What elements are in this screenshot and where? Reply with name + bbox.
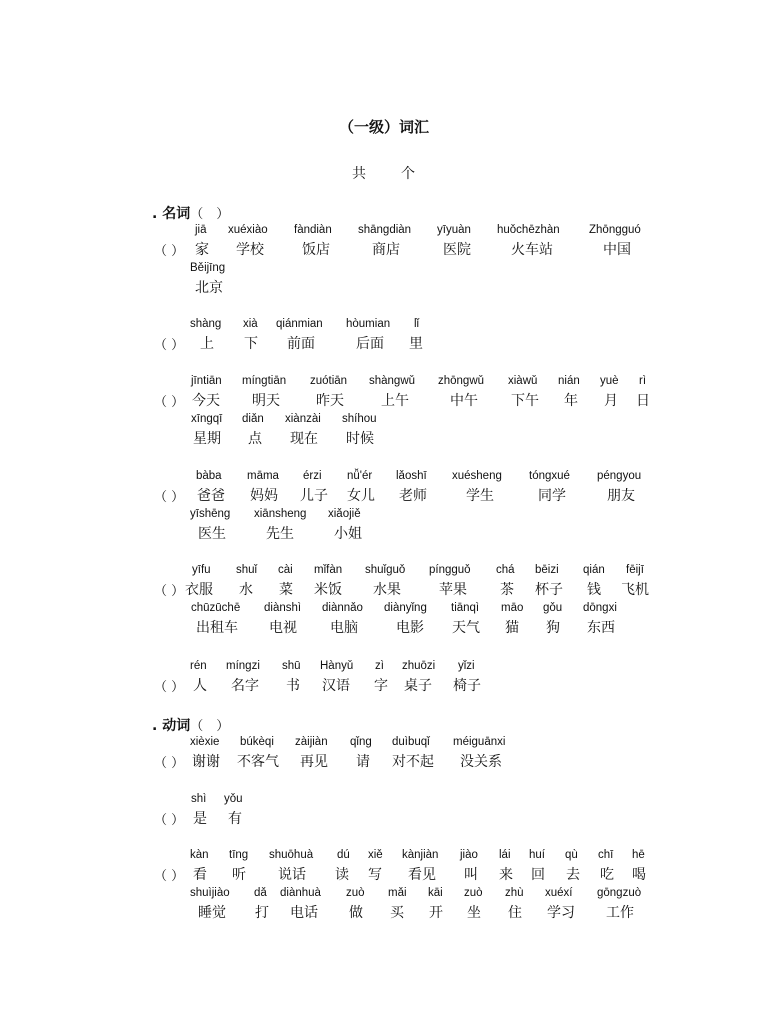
hanzi: 时候 [346, 431, 374, 447]
hanzi: 现在 [290, 431, 318, 447]
page-title: （一级）词汇 [338, 118, 429, 136]
pinyin: nián [558, 375, 580, 387]
pinyin: shàngwǔ [369, 375, 416, 387]
pinyin: bēizi [535, 564, 559, 576]
hanzi: 中午 [450, 393, 478, 409]
pinyin: lǐ [414, 318, 420, 330]
hanzi: 飞机 [621, 582, 649, 598]
pinyin: huí [529, 849, 545, 861]
hanzi: 朋友 [607, 488, 635, 504]
pinyin: xièxie [190, 736, 220, 748]
pinyin: diǎn [242, 413, 264, 425]
pinyin: yīshēng [190, 508, 231, 520]
group-marker: （ ） [154, 869, 185, 884]
hanzi: 住 [508, 905, 522, 921]
hanzi: 听 [232, 867, 246, 883]
pinyin: Hànyǔ [320, 660, 354, 672]
hanzi: 谢谢 [192, 754, 220, 770]
pinyin: chūzūchē [191, 602, 241, 614]
hanzi: 做 [349, 905, 363, 921]
pinyin: zuótiān [310, 375, 348, 387]
hanzi: 没关系 [460, 754, 502, 770]
hanzi: 钱 [587, 582, 601, 598]
group-marker: （ ） [154, 395, 185, 410]
hanzi: 先生 [266, 526, 294, 542]
pinyin: mǎi [388, 887, 407, 899]
hanzi: 回 [531, 867, 545, 883]
hanzi: 前面 [287, 336, 315, 352]
hanzi: 汉语 [322, 678, 350, 694]
hanzi: 打 [255, 905, 269, 921]
pinyin: yǐzi [458, 660, 475, 672]
pinyin: xiě [368, 849, 383, 861]
pinyin: tóngxué [529, 470, 570, 482]
hanzi: 叫 [464, 867, 478, 883]
pinyin: cài [278, 564, 293, 576]
hanzi: 买 [390, 905, 404, 921]
pinyin: kànjiàn [402, 849, 439, 861]
group-marker: （ ） [154, 756, 185, 771]
hanzi: 电话 [290, 905, 318, 921]
pinyin: lái [499, 849, 511, 861]
pinyin: zàijiàn [295, 736, 328, 748]
pinyin: zì [375, 660, 384, 672]
hanzi: 苹果 [439, 582, 467, 598]
hanzi: 女儿 [347, 488, 375, 504]
group-marker: （ ） [154, 584, 185, 599]
hanzi: 茶 [500, 582, 514, 598]
pinyin: diànhuà [280, 887, 321, 899]
pinyin: diànnǎo [322, 602, 363, 614]
hanzi: 椅子 [453, 678, 481, 694]
hanzi: 睡觉 [198, 905, 226, 921]
hanzi: 字 [374, 678, 388, 694]
section-blank: （ ） [190, 719, 230, 734]
pinyin: hē [632, 849, 645, 861]
group-marker: （ ） [154, 338, 185, 353]
pinyin: shuìjiào [190, 887, 230, 899]
pinyin: shuōhuà [269, 849, 314, 861]
hanzi: 星期 [193, 431, 221, 447]
hanzi: 明天 [252, 393, 280, 409]
pinyin: qiánmian [276, 318, 323, 330]
pinyin: xīngqī [191, 413, 223, 425]
hanzi: 医生 [198, 526, 226, 542]
pinyin: gǒu [543, 602, 563, 614]
hanzi: 有 [228, 811, 242, 827]
hanzi: 再见 [300, 754, 328, 770]
hanzi: 不客气 [237, 754, 279, 770]
hanzi: 电影 [396, 620, 424, 636]
pinyin: xià [243, 318, 258, 330]
hanzi: 米饭 [314, 582, 342, 598]
hanzi: 名字 [231, 678, 259, 694]
pinyin: xiānsheng [254, 508, 307, 520]
section-label: 动词 [162, 718, 191, 734]
pinyin: tiānqì [451, 602, 480, 614]
hanzi: 年 [564, 393, 578, 409]
hanzi: 电视 [269, 620, 297, 636]
hanzi: 人 [193, 678, 207, 694]
pinyin: jiā [195, 224, 207, 236]
pinyin: chī [598, 849, 614, 861]
hanzi: 学习 [547, 905, 575, 921]
section-label: 名词 [162, 206, 191, 222]
pinyin: qián [583, 564, 605, 576]
hanzi: 里 [409, 336, 423, 352]
hanzi: 小姐 [334, 526, 362, 542]
pinyin: Zhōngguó [589, 224, 641, 236]
hanzi: 来 [499, 867, 513, 883]
hanzi: 天气 [452, 620, 480, 636]
pinyin: zuò [464, 887, 483, 899]
count-label-left: 共 [352, 166, 366, 182]
pinyin: zhōngwǔ [438, 375, 485, 387]
hanzi: 书 [286, 678, 300, 694]
hanzi: 北京 [195, 280, 223, 296]
pinyin: gōngzuò [597, 887, 642, 899]
pinyin: péngyou [597, 470, 642, 482]
hanzi: 下午 [511, 393, 539, 409]
pinyin: píngguǒ [429, 564, 471, 576]
pinyin: érzi [303, 470, 322, 482]
pinyin: kàn [190, 849, 209, 861]
pinyin: zhuōzi [402, 660, 436, 672]
hanzi: 请 [356, 754, 370, 770]
hanzi: 商店 [372, 242, 400, 258]
pinyin: dú [337, 849, 350, 861]
hanzi: 看 [193, 867, 207, 883]
pinyin: hòumian [346, 318, 391, 330]
pinyin: diànshì [264, 602, 302, 614]
group-marker: （ ） [154, 813, 185, 828]
pinyin: māma [247, 470, 279, 482]
hanzi: 写 [368, 867, 382, 883]
hanzi: 儿子 [300, 488, 328, 504]
hanzi: 中国 [603, 242, 631, 258]
hanzi: 后面 [356, 336, 384, 352]
pinyin: yīyuàn [437, 224, 471, 236]
pinyin: mǐfàn [314, 564, 343, 576]
hanzi: 工作 [606, 905, 634, 921]
pinyin: xuéxí [545, 887, 573, 899]
pinyin: rén [190, 660, 207, 672]
pinyin: jīntiān [191, 375, 222, 387]
pinyin: kāi [428, 887, 443, 899]
pinyin: shū [282, 660, 301, 672]
hanzi: 下 [244, 336, 258, 352]
pinyin: huǒchēzhàn [497, 224, 560, 236]
hanzi: 出租车 [196, 620, 238, 636]
pinyin: rì [639, 375, 647, 387]
hanzi: 读 [335, 867, 349, 883]
hanzi: 去 [566, 867, 580, 883]
hanzi: 电脑 [330, 620, 358, 636]
hanzi: 看见 [408, 867, 436, 883]
hanzi: 饭店 [302, 242, 330, 258]
hanzi: 是 [193, 811, 207, 827]
hanzi: 昨天 [316, 393, 344, 409]
pinyin: duìbuqǐ [392, 736, 430, 748]
pinyin: diànyǐng [384, 602, 427, 614]
pinyin: yīfu [192, 564, 211, 576]
hanzi: 喝 [632, 867, 646, 883]
group-marker: （ ） [154, 490, 185, 505]
pinyin: shuǐguǒ [365, 564, 406, 576]
pinyin: qǐng [350, 736, 372, 748]
hanzi: 水 [239, 582, 253, 598]
hanzi: 点 [248, 431, 262, 447]
section-verbs-heading [152, 715, 229, 735]
pinyin: fēijī [626, 564, 644, 576]
group-marker: （ ） [154, 680, 185, 695]
hanzi: 火车站 [511, 242, 553, 258]
pinyin: tīng [229, 849, 249, 861]
pinyin: qù [565, 849, 578, 861]
hanzi: 桌子 [404, 678, 432, 694]
pinyin: chá [496, 564, 515, 576]
pinyin: māo [501, 602, 524, 614]
hanzi: 说话 [278, 867, 306, 883]
pinyin: shì [191, 793, 207, 805]
hanzi: 衣服 [185, 582, 213, 598]
hanzi: 狗 [546, 620, 560, 636]
hanzi: 上午 [381, 393, 409, 409]
pinyin: dōngxi [583, 602, 617, 614]
pinyin: méiguānxi [453, 736, 506, 748]
pinyin: jiào [460, 849, 478, 861]
pinyin: xiànzài [285, 413, 321, 425]
pinyin: shàng [190, 318, 222, 330]
hanzi: 杯子 [535, 582, 563, 598]
hanzi: 老师 [399, 488, 427, 504]
section-number: . [152, 206, 158, 222]
pinyin: yuè [600, 375, 619, 387]
pinyin: míngtiān [242, 375, 287, 387]
hanzi: 对不起 [392, 754, 434, 770]
hanzi: 学校 [236, 242, 264, 258]
hanzi: 菜 [279, 582, 293, 598]
hanzi: 学生 [466, 488, 494, 504]
hanzi: 月 [604, 393, 618, 409]
pinyin: míngzi [226, 660, 260, 672]
hanzi: 家 [195, 242, 209, 258]
hanzi: 日 [636, 393, 650, 409]
pinyin: dǎ [254, 887, 267, 899]
group-marker: （ ） [154, 244, 185, 259]
pinyin: zuò [346, 887, 365, 899]
pinyin: shuǐ [236, 564, 258, 576]
hanzi: 爸爸 [197, 488, 225, 504]
count-label-right: 个 [401, 166, 415, 182]
pinyin: fàndiàn [294, 224, 332, 236]
pinyin: xiàwǔ [508, 375, 538, 387]
section-blank: （ ） [190, 207, 230, 222]
pinyin: shíhou [342, 413, 377, 425]
pinyin: nǚ'ér [347, 470, 373, 482]
hanzi: 水果 [373, 582, 401, 598]
pinyin: zhù [505, 887, 524, 899]
hanzi: 医院 [443, 242, 471, 258]
hanzi: 猫 [505, 620, 519, 636]
pinyin: shāngdiàn [358, 224, 412, 236]
hanzi: 上 [200, 336, 214, 352]
hanzi: 开 [429, 905, 443, 921]
section-number: . [152, 718, 158, 734]
hanzi: 妈妈 [250, 488, 278, 504]
hanzi: 坐 [467, 905, 481, 921]
pinyin: xuéxiào [228, 224, 268, 236]
section-nouns-heading [152, 203, 229, 223]
pinyin: bàba [196, 470, 222, 482]
pinyin: xiǎojiě [328, 508, 361, 520]
hanzi: 今天 [192, 393, 220, 409]
pinyin: xuésheng [452, 470, 502, 482]
hanzi: 东西 [587, 620, 615, 636]
pinyin: yǒu [224, 793, 243, 805]
hanzi: 同学 [538, 488, 566, 504]
hanzi: 吃 [600, 867, 614, 883]
pinyin: búkèqi [240, 736, 274, 748]
pinyin: lǎoshī [396, 470, 427, 482]
pinyin: Běijīng [190, 262, 226, 274]
